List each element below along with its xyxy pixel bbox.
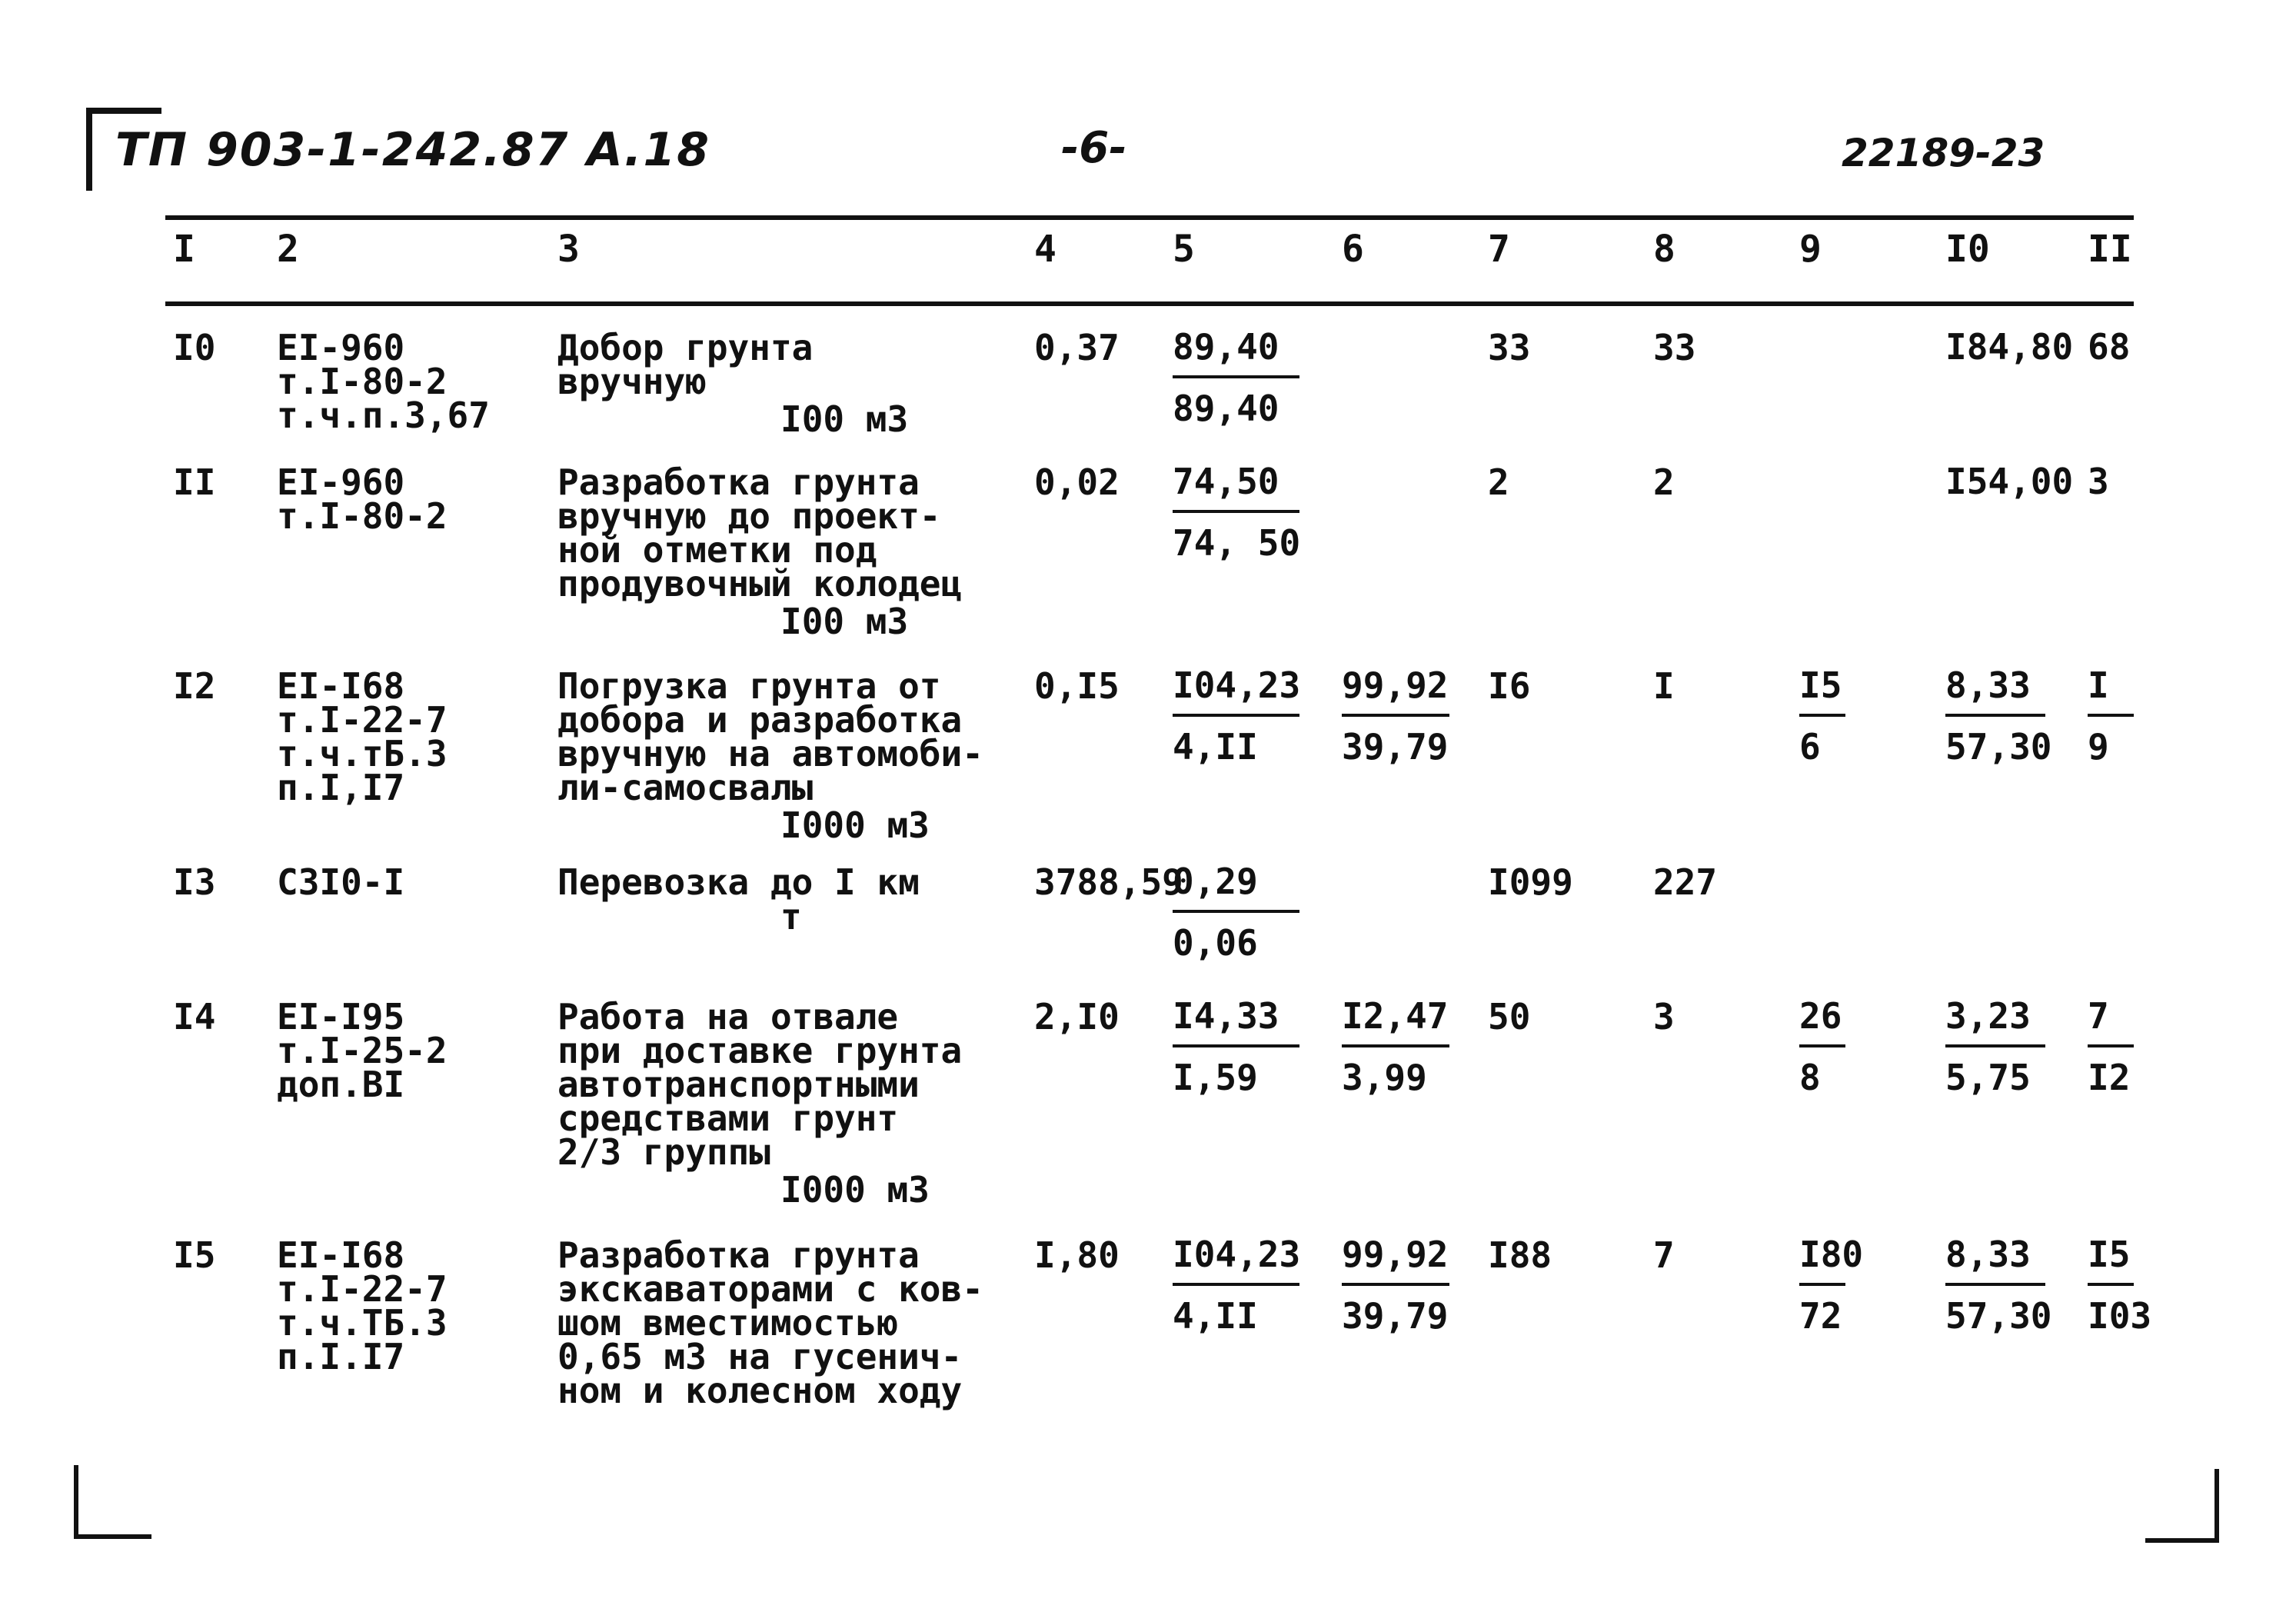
row-6-col6 <box>1342 1235 1449 1335</box>
row-3-col7: I6 <box>1488 665 1531 707</box>
corner-mark-bottom-right <box>2145 1469 2219 1543</box>
row-2-col5-numerator: 74,50 <box>1173 461 1279 502</box>
row-1-col7: 33 <box>1488 327 1531 368</box>
row-5-col11 <box>2088 997 2134 1097</box>
row-3-col9-numerator: I5 <box>1799 664 1842 706</box>
column-header-8: 8 <box>1653 228 1675 271</box>
row-5-quantity: 2,I0 <box>1034 996 1120 1037</box>
corner-mark-bottom-left <box>74 1465 151 1539</box>
row-2-price-code: EI-960 т.I-80-2 <box>277 461 448 537</box>
row-5-col6-denominator: 3,99 <box>1342 1057 1427 1098</box>
row-6-quantity: I,80 <box>1034 1234 1120 1276</box>
column-header-11: II <box>2088 228 2132 271</box>
row-3-col10-bar <box>1945 714 2045 717</box>
row-3-col5 <box>1173 666 1299 766</box>
column-header-1: I <box>173 228 195 271</box>
row-5-col9 <box>1799 997 1845 1097</box>
row-5-col6-bar <box>1342 1044 1449 1047</box>
row-2-col11-numerator: 3 <box>2088 461 2109 502</box>
row-4-col5-numerator: 0,29 <box>1173 861 1258 902</box>
row-6-col11-numerator: I5 <box>2088 1234 2131 1275</box>
row-3-unit: I000 м3 <box>780 804 930 846</box>
row-1-unit: I00 м3 <box>780 398 909 440</box>
row-1-col5 <box>1173 328 1299 428</box>
row-4-quantity: 3788,59 <box>1034 861 1183 903</box>
row-5-col6 <box>1342 997 1449 1097</box>
row-2-number: II <box>173 461 216 503</box>
row-5-col5-bar <box>1173 1044 1299 1047</box>
row-1-description: Добор грунта вручную <box>557 327 814 402</box>
row-2-col11 <box>2088 462 2134 501</box>
row-3-col10-numerator: 8,33 <box>1945 664 2031 706</box>
row-4-number: I3 <box>173 861 216 903</box>
row-1-col11-numerator: 68 <box>2088 326 2131 368</box>
row-4-col8: 227 <box>1653 861 1718 903</box>
row-5-col5 <box>1173 997 1299 1097</box>
row-1-col5-numerator: 89,40 <box>1173 326 1279 368</box>
row-6-price-code: EI-I68 т.I-22-7 т.ч.ТБ.3 п.I.I7 <box>277 1234 448 1377</box>
header-bottom-rule <box>165 301 2134 306</box>
row-5-col6-numerator: I2,47 <box>1342 995 1449 1037</box>
row-1-number: I0 <box>173 327 216 368</box>
row-3-col5-denominator: 4,II <box>1173 726 1258 768</box>
row-6-col6-bar <box>1342 1283 1449 1286</box>
row-1-col5-denominator: 89,40 <box>1173 388 1279 429</box>
row-3-quantity: 0,I5 <box>1034 665 1120 707</box>
row-3-col5-bar <box>1173 714 1299 717</box>
row-6-col5-denominator: 4,II <box>1173 1295 1258 1337</box>
column-header-6: 6 <box>1342 228 1364 271</box>
row-4-col7: I099 <box>1488 861 1573 903</box>
row-1-col10-numerator: I84,80 <box>1945 326 2074 368</box>
page-number: -6- <box>1061 123 1127 173</box>
row-6-col10-denominator: 57,30 <box>1945 1295 2052 1337</box>
column-header-4: 4 <box>1034 228 1056 271</box>
table-top-rule <box>165 215 2134 220</box>
row-4-price-code: СЗI0-I <box>277 861 405 903</box>
row-5-col9-denominator: 8 <box>1799 1057 1821 1098</box>
row-5-col10-denominator: 5,75 <box>1945 1057 2031 1098</box>
row-3-col9-denominator: 6 <box>1799 726 1821 768</box>
document-code: ТП 903-1-242.87 А.18 <box>115 123 710 177</box>
row-6-col10-numerator: 8,33 <box>1945 1234 2031 1275</box>
row-6-col8: 7 <box>1653 1234 1675 1276</box>
row-5-number: I4 <box>173 996 216 1037</box>
row-6-description: Разработка грунта экскаваторами с ков- шом вместимостью 0,65 м3 на гусенич- ном и колесном ходу <box>557 1234 983 1411</box>
row-2-col10-numerator: I54,00 <box>1945 461 2074 502</box>
row-6-col7: I88 <box>1488 1234 1552 1276</box>
row-4-col5-bar <box>1173 910 1299 913</box>
row-6-col10-bar <box>1945 1283 2045 1286</box>
row-3-col11-bar <box>2088 714 2134 717</box>
row-2-col7: 2 <box>1488 461 1509 503</box>
row-3-col6-numerator: 99,92 <box>1342 664 1449 706</box>
row-6-col9-bar <box>1799 1283 1845 1286</box>
row-5-col11-denominator: I2 <box>2088 1057 2131 1098</box>
row-2-quantity: 0,02 <box>1034 461 1120 503</box>
row-1-col10 <box>1945 326 2074 368</box>
row-5-col5-numerator: I4,33 <box>1173 995 1279 1037</box>
document-number: 22189-23 <box>1842 131 2045 175</box>
row-3-col5-numerator: I04,23 <box>1173 664 1301 706</box>
row-6-col9-denominator: 72 <box>1799 1295 1842 1337</box>
row-1-col11 <box>2088 328 2134 366</box>
column-header-7: 7 <box>1488 228 1510 271</box>
row-1-col8: 33 <box>1653 327 1696 368</box>
row-3-col6-bar <box>1342 714 1449 717</box>
row-3-number: I2 <box>173 665 216 707</box>
row-5-col10 <box>1945 997 2045 1097</box>
row-5-price-code: EI-I95 т.I-25-2 доп.BI <box>277 996 448 1105</box>
row-3-col6 <box>1342 666 1449 766</box>
row-6-col11-denominator: I03 <box>2088 1295 2152 1337</box>
row-6-col10 <box>1945 1234 2052 1337</box>
row-2-col8: 2 <box>1653 461 1675 503</box>
row-6-col6-numerator: 99,92 <box>1342 1234 1449 1275</box>
column-header-10: I0 <box>1945 228 1990 271</box>
row-6-col5 <box>1173 1235 1299 1335</box>
row-3-description: Погрузка грунта от добора и разработка вручную на автомоби- ли-самосвалы <box>557 665 983 808</box>
row-2-col5 <box>1173 462 1299 562</box>
row-2-col5-denominator: 74, 50 <box>1173 522 1301 564</box>
row-6-col5-bar <box>1173 1283 1299 1286</box>
row-5-col11-numerator: 7 <box>2088 995 2109 1037</box>
row-5-col10-bar <box>1945 1044 2045 1047</box>
column-header-5: 5 <box>1173 228 1195 271</box>
row-6-col11-bar <box>2088 1283 2134 1286</box>
row-6-col9-numerator: I80 <box>1799 1234 1864 1275</box>
row-5-col9-numerator: 26 <box>1799 995 1842 1037</box>
row-5-unit: I000 м3 <box>780 1169 930 1211</box>
row-4-unit: т <box>780 896 802 938</box>
row-4-col5 <box>1173 862 1299 962</box>
row-3-col11-numerator: I <box>2088 664 2109 706</box>
row-2-description: Разработка грунта вручную до проект- ной отметки под продувочный колодец <box>557 461 963 604</box>
row-6-col11 <box>2088 1234 2152 1337</box>
row-3-col9 <box>1799 666 1845 766</box>
row-3-col10 <box>1945 664 2052 768</box>
row-5-col5-denominator: I,59 <box>1173 1057 1258 1098</box>
column-header-3: 3 <box>557 228 580 271</box>
row-1-price-code: EI-960 т.I-80-2 т.ч.п.3,67 <box>277 327 490 436</box>
row-4-col5-denominator: 0,06 <box>1173 922 1258 964</box>
row-5-col9-bar <box>1799 1044 1845 1047</box>
row-1-quantity: 0,37 <box>1034 327 1120 368</box>
row-6-number: I5 <box>173 1234 216 1276</box>
row-3-col11 <box>2088 666 2134 766</box>
row-5-col10-numerator: 3,23 <box>1945 995 2031 1037</box>
row-3-col6-denominator: 39,79 <box>1342 726 1449 768</box>
row-2-col5-bar <box>1173 510 1299 513</box>
row-5-col11-bar <box>2088 1044 2134 1047</box>
row-3-price-code: EI-I68 т.I-22-7 т.ч.тБ.3 п.I,I7 <box>277 665 448 808</box>
row-6-col5-numerator: I04,23 <box>1173 1234 1301 1275</box>
row-2-unit: I00 м3 <box>780 601 909 642</box>
row-5-col8: 3 <box>1653 996 1675 1037</box>
row-6-col6-denominator: 39,79 <box>1342 1295 1449 1337</box>
row-2-col10 <box>1945 461 2074 502</box>
row-6-col9 <box>1799 1234 1864 1337</box>
row-3-col8: I <box>1653 665 1675 707</box>
column-header-9: 9 <box>1799 228 1822 271</box>
row-5-description: Работа на отвале при доставке грунта автотранспортными средствами грунт 2/3 группы <box>557 996 963 1173</box>
row-3-col11-denominator: 9 <box>2088 726 2109 768</box>
row-1-col5-bar <box>1173 375 1299 378</box>
column-header-2: 2 <box>277 228 299 271</box>
row-3-col9-bar <box>1799 714 1845 717</box>
row-4-description: Перевозка до I км <box>557 861 920 903</box>
row-3-col10-denominator: 57,30 <box>1945 726 2052 768</box>
row-5-col7: 50 <box>1488 996 1531 1037</box>
